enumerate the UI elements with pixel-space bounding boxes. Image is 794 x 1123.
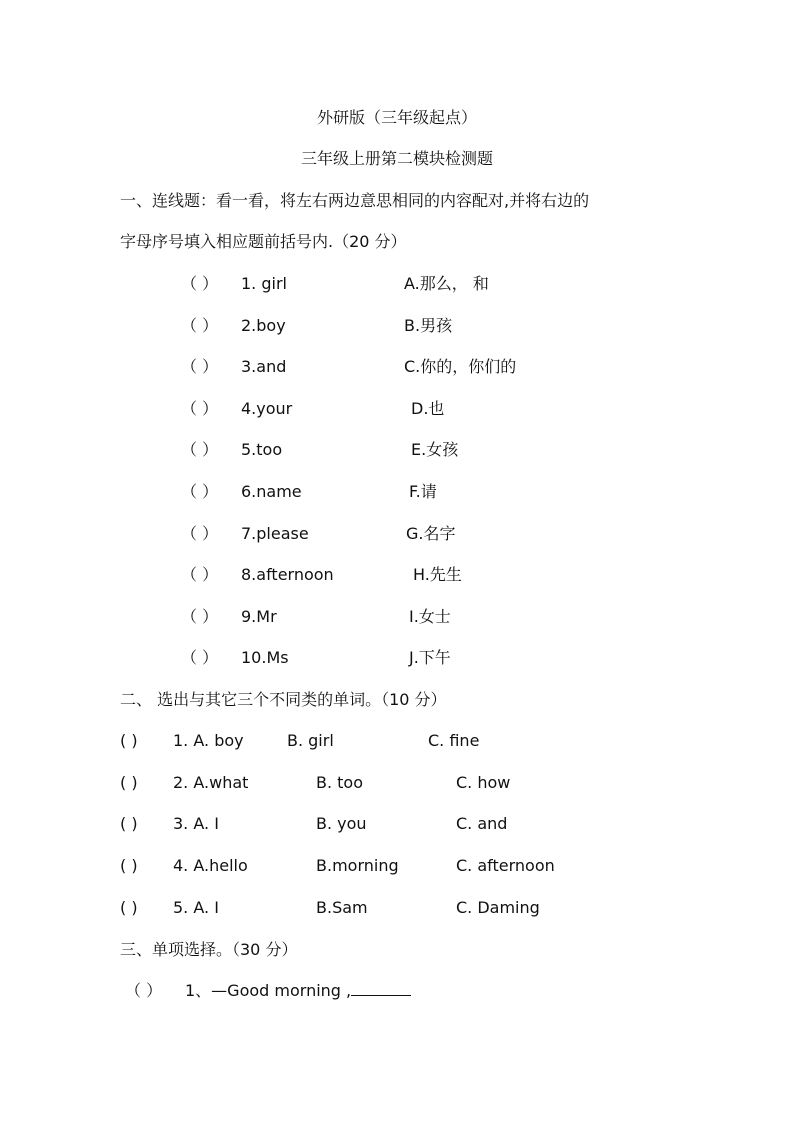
right-meaning: C.你的，你们的 <box>404 357 517 376</box>
answer-paren[interactable]: （ ） <box>125 981 163 1000</box>
option-b: B. too <box>316 773 363 792</box>
left-word: 3.and <box>241 357 287 376</box>
option-b: B. girl <box>287 731 334 750</box>
answer-paren[interactable]: （ ） <box>181 399 219 418</box>
section1-heading-line1: 一、连线题：看一看，将左右两边意思相同的内容配对,并将右边的 <box>120 191 590 210</box>
left-word: 10.Ms <box>241 648 289 667</box>
option-a: 1. A. boy <box>173 731 244 750</box>
option-c: C. how <box>456 773 511 792</box>
right-meaning: B.男孩 <box>404 316 453 335</box>
section2-heading: 二、 选出与其它三个不同类的单词。（10 分） <box>120 690 447 709</box>
option-a: 5. A. I <box>173 898 219 917</box>
left-word: 6.name <box>241 482 302 501</box>
answer-paren[interactable]: （ ） <box>181 565 219 584</box>
answer-paren[interactable]: （ ） <box>181 274 219 293</box>
option-c: C. afternoon <box>456 856 555 875</box>
option-a: 3. A. I <box>173 814 219 833</box>
left-word: 7.please <box>241 524 309 543</box>
answer-paren[interactable]: （ ） <box>181 482 219 501</box>
answer-paren[interactable]: ( ) <box>120 814 138 833</box>
option-c: C. fine <box>428 731 480 750</box>
answer-paren[interactable]: （ ） <box>181 357 219 376</box>
answer-paren[interactable]: （ ） <box>181 440 219 459</box>
left-word: 2.boy <box>241 316 286 335</box>
page-title-line2: 三年级上册第二模块检测题 <box>300 149 493 168</box>
option-c: C. Daming <box>456 898 540 917</box>
right-meaning: I.女士 <box>409 607 451 626</box>
right-meaning: J.下午 <box>409 648 451 667</box>
answer-paren[interactable]: ( ) <box>120 898 138 917</box>
right-meaning: H.先生 <box>413 565 462 584</box>
option-a: 4. A.hello <box>173 856 248 875</box>
right-meaning: E.女孩 <box>411 440 459 459</box>
page-title-line1: 外研版（三年级起点） <box>316 108 477 127</box>
answer-paren[interactable]: ( ) <box>120 731 138 750</box>
answer-paren[interactable]: ( ) <box>120 856 138 875</box>
answer-paren[interactable]: （ ） <box>181 524 219 543</box>
option-a: 2. A.what <box>173 773 249 792</box>
answer-paren[interactable]: （ ） <box>181 607 219 626</box>
question-text <box>185 981 411 1001</box>
left-word: 4.your <box>241 399 293 418</box>
left-word: 1. girl <box>241 274 287 293</box>
right-meaning: G.名字 <box>406 524 456 543</box>
answer-paren[interactable]: （ ） <box>181 316 219 335</box>
answer-paren[interactable]: （ ） <box>181 648 219 667</box>
left-word: 8.afternoon <box>241 565 334 584</box>
right-meaning: F.请 <box>409 482 437 501</box>
right-meaning: D.也 <box>411 399 445 418</box>
option-b: B. you <box>316 814 367 833</box>
option-b: B.morning <box>316 856 399 875</box>
option-c: C. and <box>456 814 508 833</box>
left-word: 9.Mr <box>241 607 277 626</box>
answer-paren[interactable]: ( ) <box>120 773 138 792</box>
section1-heading-line2: 字母序号填入相应题前括号内.（20 分） <box>120 232 407 251</box>
right-meaning: A.那么， 和 <box>404 274 489 293</box>
question-text-content: 1、—Good morning , <box>185 981 352 1000</box>
option-b: B.Sam <box>316 898 368 917</box>
section3-heading: 三、单项选择。（30 分） <box>120 940 298 959</box>
left-word: 5.too <box>241 440 283 459</box>
fill-blank[interactable] <box>351 981 411 996</box>
